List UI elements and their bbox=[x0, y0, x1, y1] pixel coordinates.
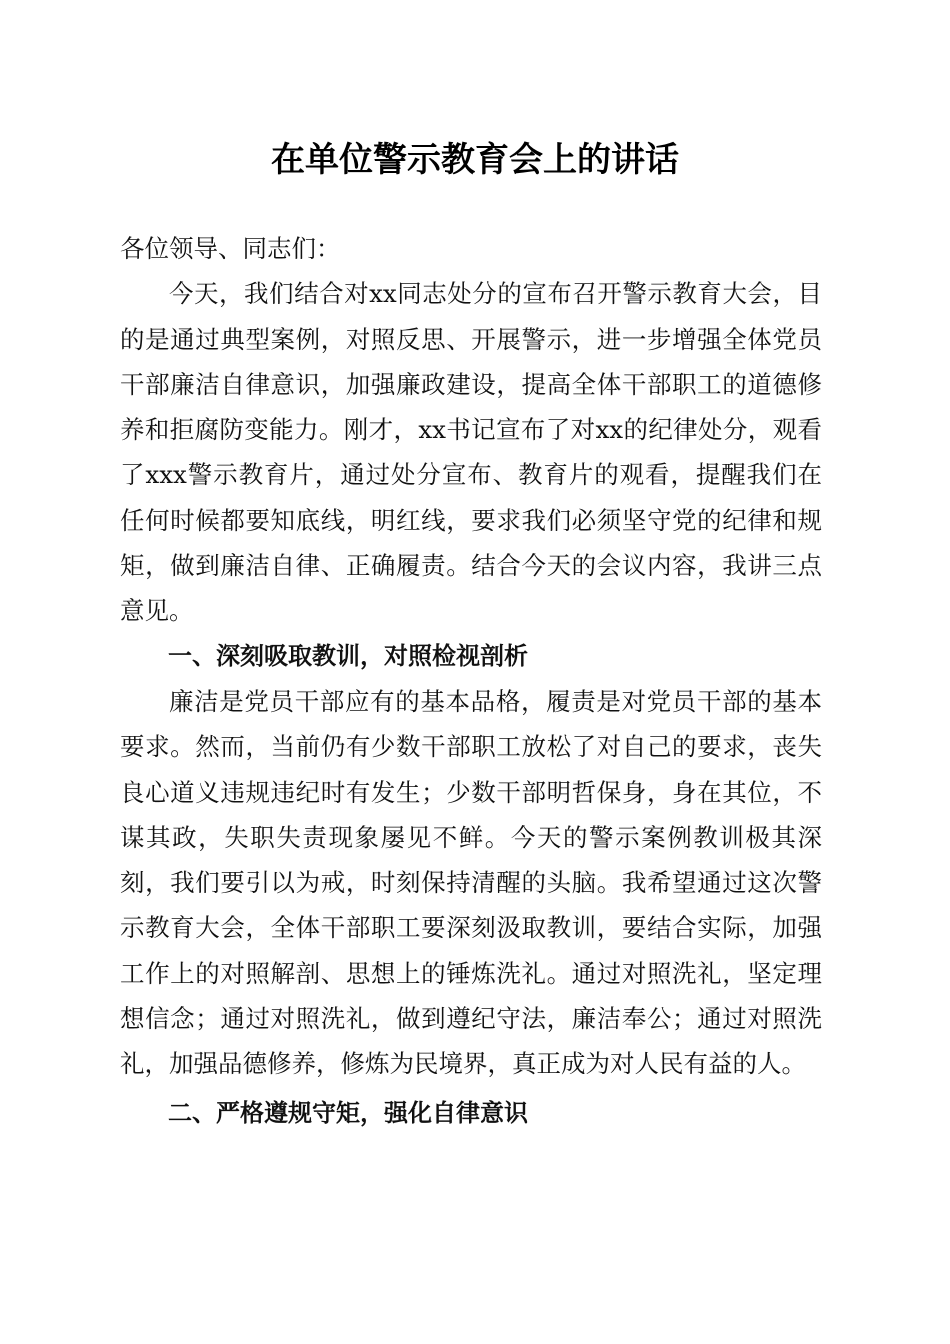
section-heading-2: 二、严格遵规守矩，强化自律意识 bbox=[168, 1098, 528, 1127]
document-body bbox=[120, 226, 822, 1136]
salutation: 各位领导、同志们： bbox=[120, 234, 341, 263]
page-title: 在单位警示教育会上的讲话 bbox=[271, 140, 679, 180]
section-1-paragraph: 廉洁是党员干部应有的基本品格，履责是对党员干部的基本要求。然而，当前仍有少数干部职工放松了对自己的要求，丧失良心道义违规违纪时有发生；少数干部明哲保身，身在其位，不谋其政，失职失责现象屡见不鲜。今天的警示案例教训极其深刻，我们要引以为戒，时刻保持清醒的头脑。我希望通过这次警示教育大会，全体干部职工要深刻汲取教训，要结合实际，加强工作上的对照解剖、思想上的锤炼洗礼。通过对照洗礼，坚定理想信念；通过对照洗礼，做到遵纪守法，廉洁奉公；通过对照洗礼，加强品德修养，修炼为民境界，真正成为对人民有益的人。 bbox=[120, 686, 822, 1079]
section-heading-1: 一、深刻吸取教训，对照检视剖析 bbox=[168, 641, 528, 670]
intro-paragraph: 今天，我们结合对xx同志处分的宣布召开警示教育大会，目的是通过典型案例，对照反思、开展警示，进一步增强全体党员干部廉洁自律意识，加强廉政建设，提高全体干部职工的道德修养和拒腐防变能力。刚才，xx书记宣布了对xx的纪律处分，观看了xxx警示教育片，通过处分宣布、教育片的观看，提醒我们在任何时候都要知底线，明红线，要求我们必须坚守党的纪律和规矩，做到廉洁自律、正确履责。结合今天的会议内容，我讲三点意见。 bbox=[120, 279, 822, 626]
